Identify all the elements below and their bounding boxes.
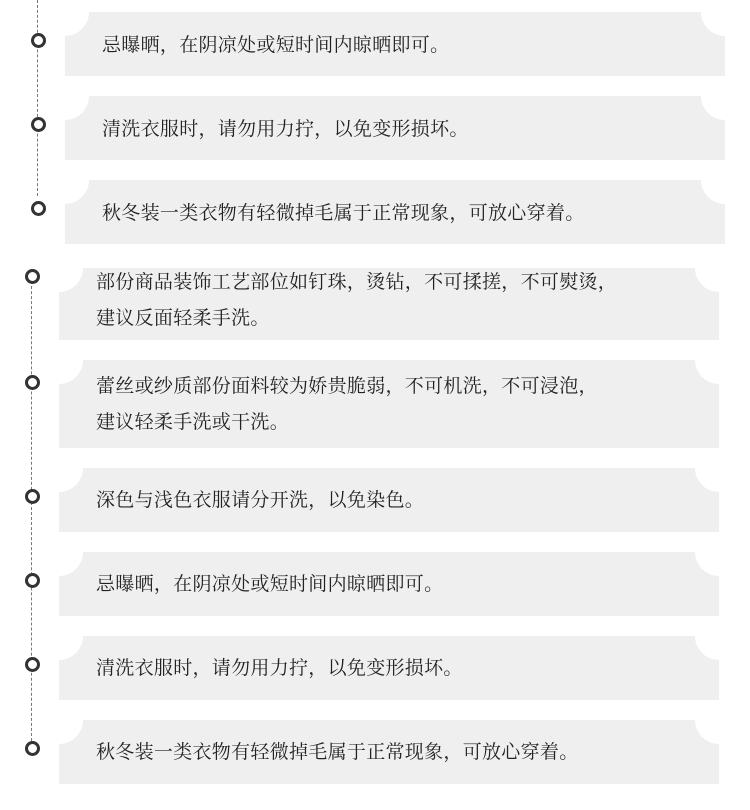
timeline-bullet	[31, 33, 46, 48]
timeline-bullet	[31, 201, 46, 216]
care-tip-text-line2: 建议轻柔手洗或干洗。	[96, 411, 290, 433]
care-tip-card	[59, 360, 719, 448]
timeline-bullet	[25, 375, 40, 390]
timeline-line-top	[37, 0, 38, 196]
care-tip-text: 忌曝晒，在阴凉处或短时间内晾晒即可。	[102, 34, 450, 56]
care-tip-card	[59, 552, 719, 616]
care-tip-card	[59, 636, 719, 700]
care-tip-text: 忌曝晒，在阴凉处或短时间内晾晒即可。	[96, 573, 444, 595]
care-tip-text-line1: 部份商品装饰工艺部位如钉珠，烫钻，不可揉搓，不可熨烫，	[96, 271, 618, 293]
timeline-bullet	[31, 117, 46, 132]
care-tip-text: 秋冬装一类衣物有轻微掉毛属于正常现象，可放心穿着。	[102, 202, 585, 224]
care-tip-text: 清洗衣服时，请勿用力拧，以免变形损坏。	[102, 118, 469, 140]
care-tip-card	[59, 268, 719, 340]
timeline-line-bottom	[31, 276, 32, 746]
care-tip-card	[59, 720, 719, 784]
timeline-bullet	[25, 573, 40, 588]
care-tip-text-line1: 蕾丝或纱质部份面料较为娇贵脆弱，不可机洗，不可浸泡，	[96, 375, 598, 397]
care-tip-card	[59, 468, 719, 532]
care-tip-card	[65, 12, 725, 76]
timeline-bullet	[25, 657, 40, 672]
care-tip-text: 清洗衣服时，请勿用力拧，以免变形损坏。	[96, 657, 463, 679]
timeline-bullet	[25, 269, 40, 284]
care-tip-text: 深色与浅色衣服请分开洗，以免染色。	[96, 489, 425, 511]
care-tip-text-line2: 建议反面轻柔手洗。	[96, 307, 270, 329]
care-tip-card	[65, 180, 725, 244]
care-tip-text: 秋冬装一类衣物有轻微掉毛属于正常现象，可放心穿着。	[96, 741, 579, 763]
care-tip-card	[65, 96, 725, 160]
timeline-bullet	[25, 741, 40, 756]
timeline-bullet	[25, 489, 40, 504]
